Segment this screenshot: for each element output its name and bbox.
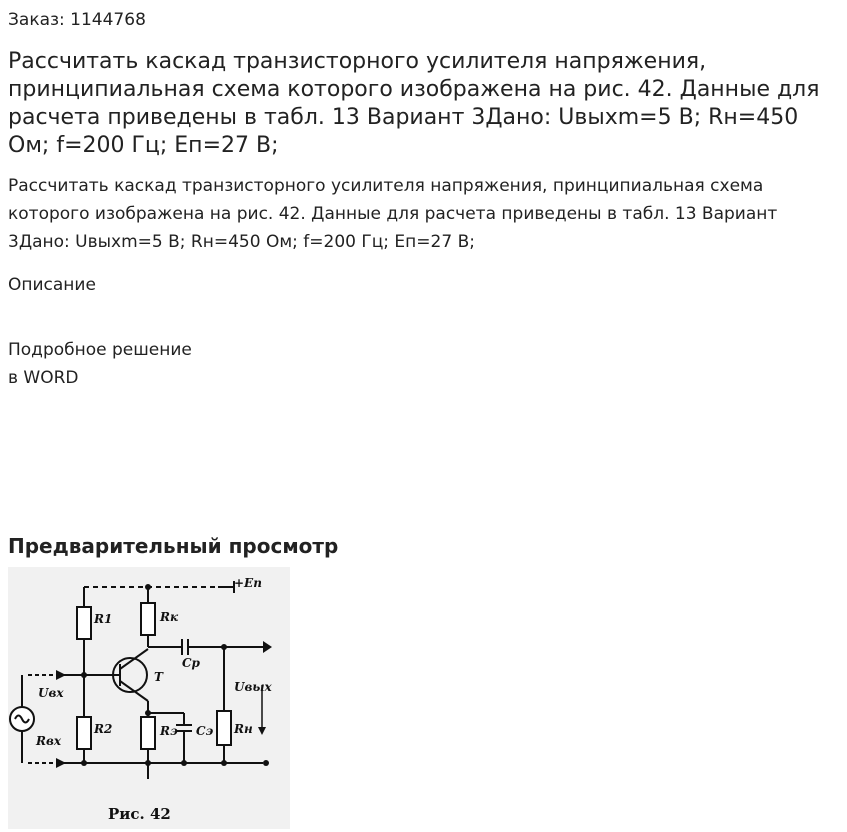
label-re: Rэ [160,724,178,738]
circuit-schematic-image [8,567,290,829]
label-uvyx: Uвых [234,680,272,694]
label-transistor: T [154,670,163,684]
label-supply: +Eп [234,576,262,590]
task-description: Рассчитать каскад транзисторного усилителя напряжения, принципиальная схема которого изображена на рис. 42. Данные для расчета приведены в табл. 13 Вариант 3Дано: Uвыхm=5 В; Rн=450 Ом; f=200 Гц; Eп=27 В; [8,176,778,252]
circuit-schematic-svg [8,567,290,829]
label-uvx: Uвх [38,686,64,700]
order-number: Заказ: 1144768 [8,10,146,30]
preview-heading: Предварительный просмотр [8,534,339,558]
label-ce: Cэ [196,724,214,738]
solution-line-2: в WORD [8,368,79,388]
description-label: Описание [8,275,96,295]
label-rn: Rн [234,722,253,736]
label-rk: Rк [160,610,179,624]
task-title: Рассчитать каскад транзисторного усилителя напряжения, принципиальная схема которого изображена на рис. 42. Данные для расчета приведены в табл. 13 Вариант 3Дано: Uвыхm=5 В; Rн=450 Ом; f=200 Гц; Eп=27 В; [8,49,820,158]
solution-note [8,336,192,392]
label-r1: R1 [94,612,113,626]
label-rvx: Rвх [36,734,62,748]
label-cp: Cр [182,656,200,670]
figure-caption: Рис. 42 [108,805,171,823]
label-r2: R2 [94,722,113,736]
solution-line-1: Подробное решение [8,340,192,360]
